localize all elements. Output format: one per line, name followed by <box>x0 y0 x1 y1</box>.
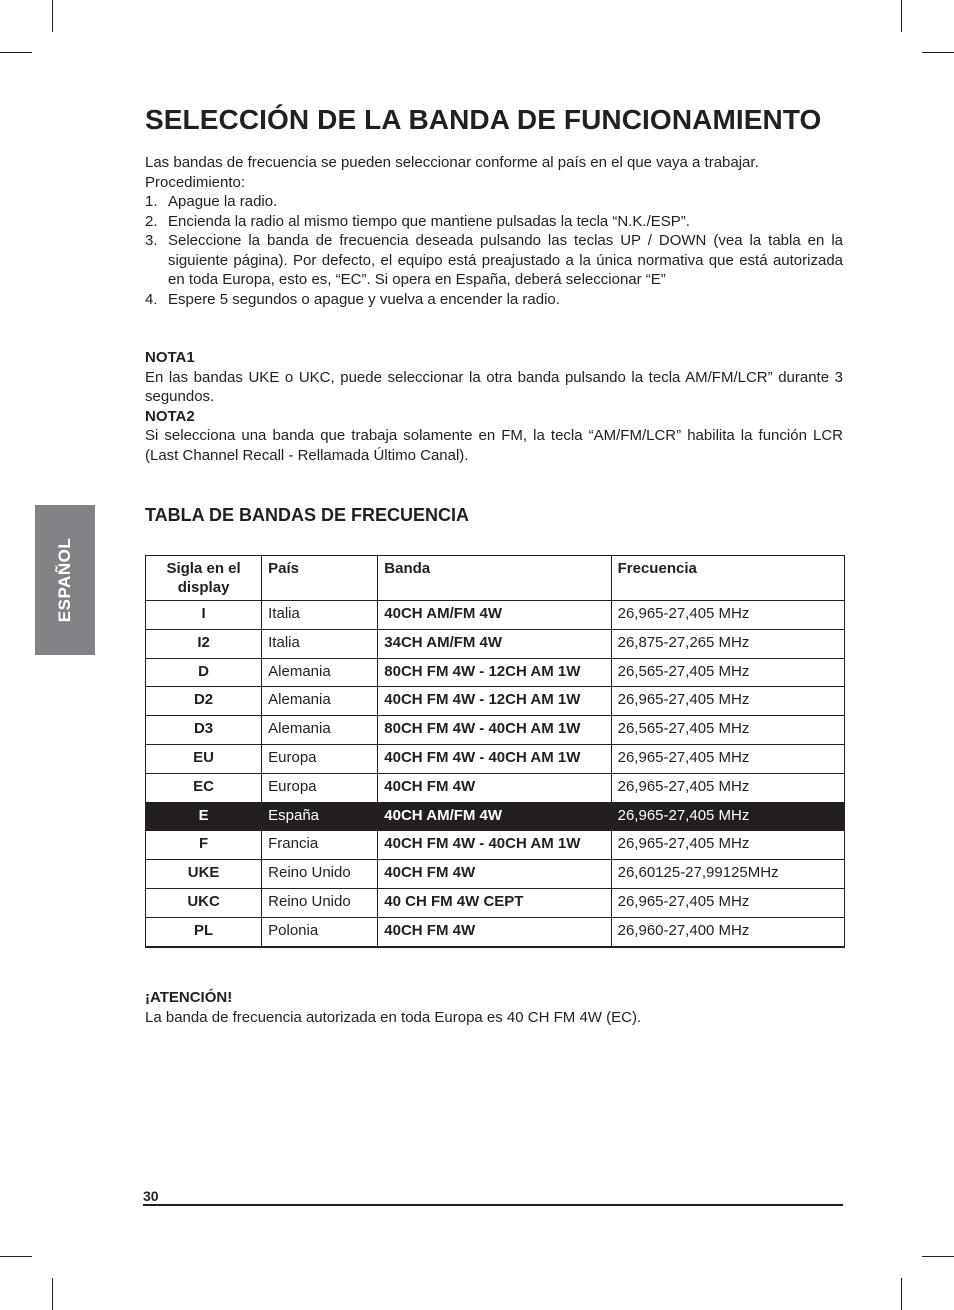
step-number: 3. <box>145 232 158 249</box>
cell-pais: España <box>262 802 378 831</box>
cell-banda: 40CH FM 4W <box>378 917 611 946</box>
table-row <box>146 716 845 745</box>
cell-sigla: EC <box>146 773 262 802</box>
cell-frecuencia: 26,565-27,405 MHz <box>611 716 844 745</box>
cell-sigla: EU <box>146 744 262 773</box>
cell-frecuencia: 26,960-27,400 MHz <box>611 917 844 946</box>
note1-text: En las bandas UKE o UKC, puede seleccionar la otra banda pulsando la tecla AM/FM/LCR” durante 3 segundos. <box>145 368 843 405</box>
header-frecuencia: Frecuencia <box>611 556 844 601</box>
cell-banda: 80CH FM 4W - 40CH AM 1W <box>378 716 611 745</box>
cell-pais: Reino Unido <box>262 860 378 889</box>
intro-text: Las bandas de frecuencia se pueden seleccionar conforme al país en el que vaya a trabajar. <box>145 154 759 171</box>
header-pais: País <box>262 556 378 601</box>
cell-pais: Italia <box>262 601 378 630</box>
cell-banda: 40CH FM 4W - 40CH AM 1W <box>378 831 611 860</box>
cell-frecuencia: 26,565-27,405 MHz <box>611 658 844 687</box>
footer-rule <box>143 1204 843 1206</box>
cell-banda: 40CH AM/FM 4W <box>378 601 611 630</box>
cell-sigla: PL <box>146 917 262 946</box>
procedure-label: Procedimiento: <box>145 173 246 191</box>
step-number: 1. <box>145 193 158 210</box>
cell-sigla: D3 <box>146 716 262 745</box>
header-sigla: Sigla en el display <box>146 556 262 601</box>
cell-sigla: I <box>146 601 262 630</box>
table-row <box>146 687 845 716</box>
table-title: TABLA DE BANDAS DE FRECUENCIA <box>145 505 469 525</box>
cell-sigla: F <box>146 831 262 860</box>
table-row <box>146 629 845 658</box>
cell-pais: Francia <box>262 831 378 860</box>
cell-sigla: UKC <box>146 888 262 917</box>
step-item <box>145 192 843 212</box>
cell-sigla: I2 <box>146 629 262 658</box>
cell-sigla: E <box>146 802 262 831</box>
step-text: Seleccione la banda de frecuencia deseada pulsando las teclas UP / DOWN (vea la tabla en la siguiente página). Por defecto, el equipo está preajustado a la única normativa que está autorizada en toda Europa, esto es, “EC”. Si opera en España, deberá seleccionar “E” <box>168 232 843 288</box>
cell-frecuencia: 26,965-27,405 MHz <box>611 773 844 802</box>
table-row <box>146 860 845 889</box>
page-number: 30 <box>143 1188 159 1204</box>
cell-banda: 40CH FM 4W <box>378 773 611 802</box>
cell-pais: Polonia <box>262 917 378 946</box>
frequency-bands-table <box>145 555 845 948</box>
cell-pais: Alemania <box>262 687 378 716</box>
cell-frecuencia: 26,965-27,405 MHz <box>611 888 844 917</box>
cell-banda: 40CH FM 4W <box>378 860 611 889</box>
note1-label: NOTA1 <box>145 349 195 366</box>
cell-pais: Reino Unido <box>262 888 378 917</box>
step-item <box>145 231 843 290</box>
cell-pais: Europa <box>262 744 378 773</box>
step-item <box>145 290 843 310</box>
step-text: Encienda la radio al mismo tiempo que mantiene pulsadas la tecla “N.K./ESP”. <box>168 212 690 230</box>
header-banda: Banda <box>378 556 611 601</box>
cell-sigla: D <box>146 658 262 687</box>
attention-text: La banda de frecuencia autorizada en toda Europa es 40 CH FM 4W (EC). <box>145 1008 642 1026</box>
attention-section <box>145 988 843 1027</box>
cell-frecuencia: 26,965-27,405 MHz <box>611 831 844 860</box>
cell-sigla: D2 <box>146 687 262 716</box>
cell-banda: 40CH AM/FM 4W <box>378 802 611 831</box>
language-tab <box>35 505 95 655</box>
step-text: Apague la radio. <box>168 193 278 210</box>
intro-section <box>145 153 843 309</box>
cell-pais: Alemania <box>262 658 378 687</box>
table-row <box>146 658 845 687</box>
cell-banda: 40 CH FM 4W CEPT <box>378 888 611 917</box>
step-number: 2. <box>145 212 158 230</box>
attention-label: ¡ATENCIÓN! <box>145 989 233 1006</box>
cell-frecuencia: 26,60125-27,99125MHz <box>611 860 844 889</box>
cell-frecuencia: 26,875-27,265 MHz <box>611 629 844 658</box>
step-text: Espere 5 segundos o apague y vuelva a encender la radio. <box>168 290 560 308</box>
cell-frecuencia: 26,965-27,405 MHz <box>611 802 844 831</box>
table-row <box>146 888 845 917</box>
note2-label: NOTA2 <box>145 407 195 425</box>
step-item <box>145 212 843 232</box>
table-header-row <box>146 556 845 601</box>
table-row <box>146 744 845 773</box>
cell-banda: 40CH FM 4W - 12CH AM 1W <box>378 687 611 716</box>
table-row <box>146 831 845 860</box>
cell-banda: 34CH AM/FM 4W <box>378 629 611 658</box>
note2-text: Si selecciona una banda que trabaja solamente en FM, la tecla “AM/FM/LCR” habilita la función LCR (Last Channel Recall - Rellamada Último Canal). <box>145 427 843 464</box>
table-row <box>146 802 845 831</box>
table-row <box>146 917 845 946</box>
table-row <box>146 601 845 630</box>
page-title: SELECCIÓN DE LA BANDA DE FUNCIONAMIENTO <box>145 104 822 135</box>
language-tab-label: ESPAÑOL <box>55 537 75 623</box>
cell-frecuencia: 26,965-27,405 MHz <box>611 687 844 716</box>
cell-sigla: UKE <box>146 860 262 889</box>
cell-banda: 80CH FM 4W - 12CH AM 1W <box>378 658 611 687</box>
cell-frecuencia: 26,965-27,405 MHz <box>611 601 844 630</box>
procedure-steps <box>145 192 843 309</box>
step-number: 4. <box>145 290 158 308</box>
cell-pais: Europa <box>262 773 378 802</box>
cell-frecuencia: 26,965-27,405 MHz <box>611 744 844 773</box>
cell-pais: Alemania <box>262 716 378 745</box>
notes-section <box>145 348 843 465</box>
cell-pais: Italia <box>262 629 378 658</box>
table-row <box>146 773 845 802</box>
cell-banda: 40CH FM 4W - 40CH AM 1W <box>378 744 611 773</box>
